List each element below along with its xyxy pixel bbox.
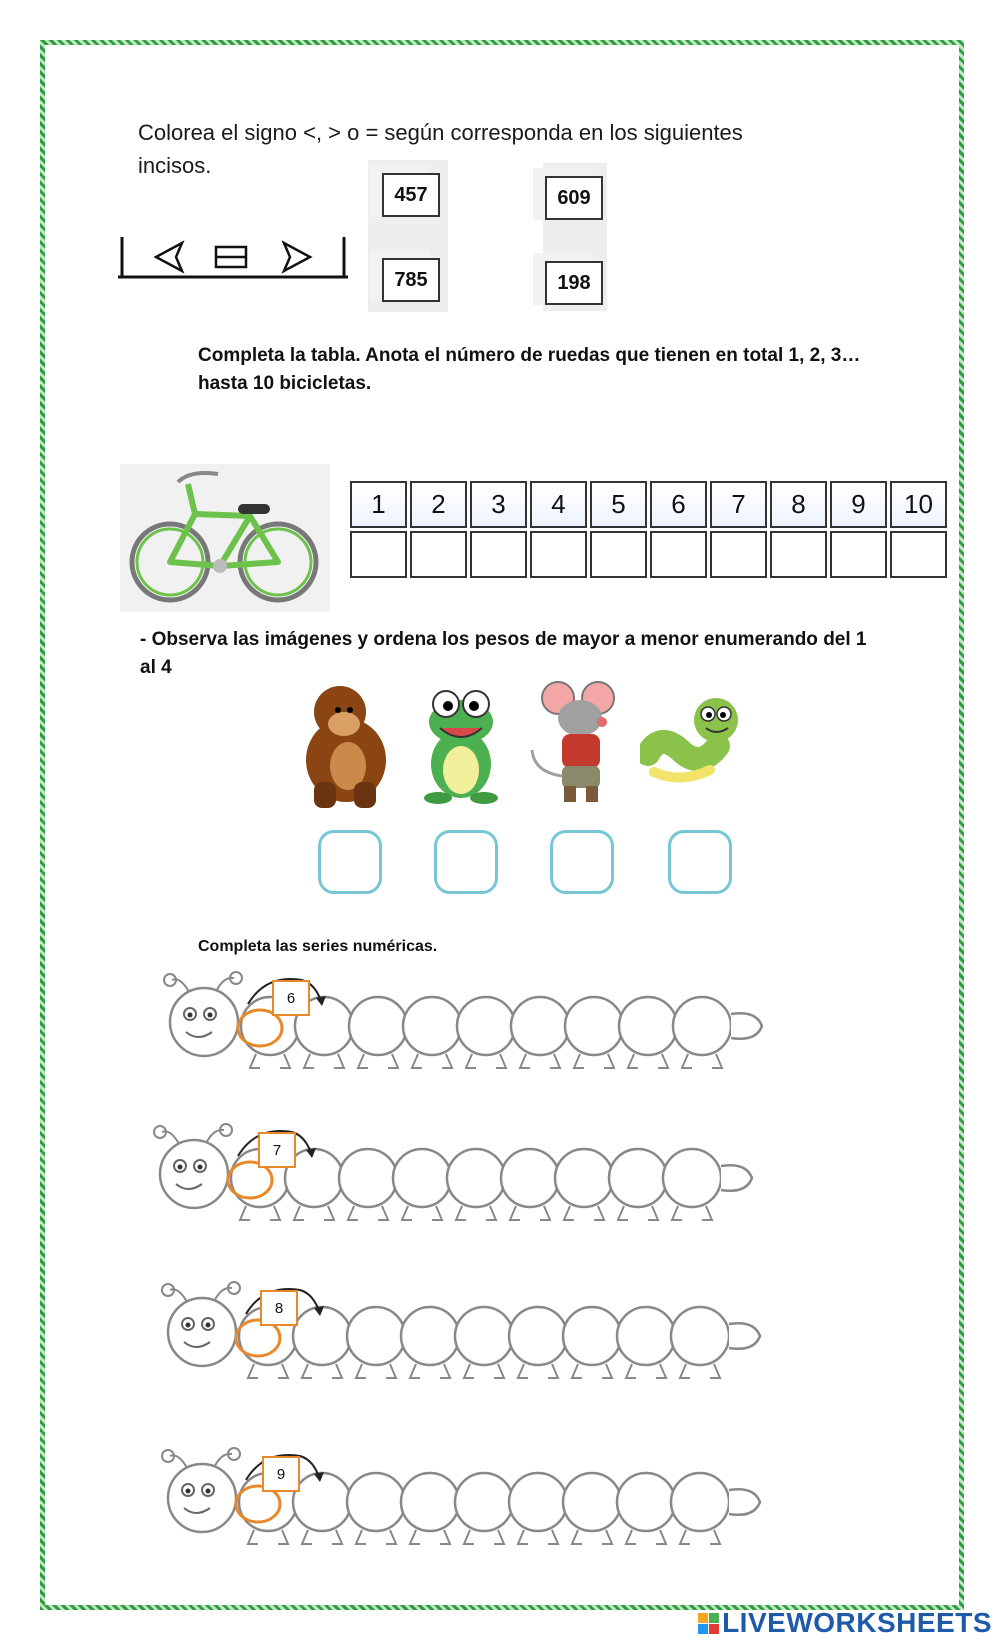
answer-cell[interactable] [710,531,767,578]
caterpillar [162,1282,760,1378]
wheels-instruction: Completa la tabla. Anota el número de ruedas que tienen en total 1, 2, 3… hasta 10 bicicletas. [198,345,861,394]
greater-than-sign[interactable] [284,243,310,271]
series-start-box: 6 [272,980,310,1016]
table-header-cell: 7 [710,481,767,528]
answer-cell[interactable] [830,531,887,578]
number-box: 609 [533,168,593,220]
series-start-box: 8 [260,1290,298,1326]
rank-input[interactable] [668,830,732,894]
caterpillar [162,1448,760,1544]
caterpillar-series [150,970,800,1590]
answer-cell[interactable] [350,531,407,578]
equals-sign[interactable] [216,247,246,267]
frog-icon [416,686,506,806]
wheels-table [347,478,950,581]
compare-instruction: Colorea el signo <, > o = según corresponda en los siguientes incisos. [138,120,743,178]
answer-cell[interactable] [890,531,947,578]
answer-cell[interactable] [410,531,467,578]
table-header-cell: 4 [530,481,587,528]
series-start-box: 9 [262,1456,300,1492]
answer-cell[interactable] [470,531,527,578]
table-header-cell: 8 [770,481,827,528]
brand-name: LIVEWORKSHEETS [722,1607,992,1638]
table-header-cell: 9 [830,481,887,528]
worm-icon [640,692,740,792]
bicycle-icon [120,464,330,612]
gorilla-icon [296,682,396,810]
brand-logo [698,1607,992,1639]
mouse-icon [526,680,626,804]
number-box: 457 [370,165,430,217]
table-header-cell: 1 [350,481,407,528]
table-header-cell: 6 [650,481,707,528]
sign-strip [118,235,350,283]
answer-cell[interactable] [650,531,707,578]
rank-input[interactable] [550,830,614,894]
bike-image [120,464,330,612]
series-start-box: 7 [258,1132,296,1168]
answer-cell[interactable] [590,531,647,578]
table-header-cell: 2 [410,481,467,528]
rank-input[interactable] [434,830,498,894]
number-box: 198 [533,253,593,305]
less-than-sign[interactable] [156,243,182,271]
brand-logo-icon [698,1613,719,1634]
caterpillar [154,1124,752,1220]
series-instruction: Completa las series numéricas. [198,938,438,955]
answer-cell[interactable] [770,531,827,578]
table-header-cell: 10 [890,481,947,528]
number-box: 785 [370,250,430,302]
answer-cell[interactable] [530,531,587,578]
table-header-cell: 5 [590,481,647,528]
weights-instruction: - Observa las imágenes y ordena los pesos de mayor a menor enumerando del 1 al 4 [140,629,867,678]
rank-input[interactable] [318,830,382,894]
caterpillar [164,972,762,1068]
table-header-cell: 3 [470,481,527,528]
